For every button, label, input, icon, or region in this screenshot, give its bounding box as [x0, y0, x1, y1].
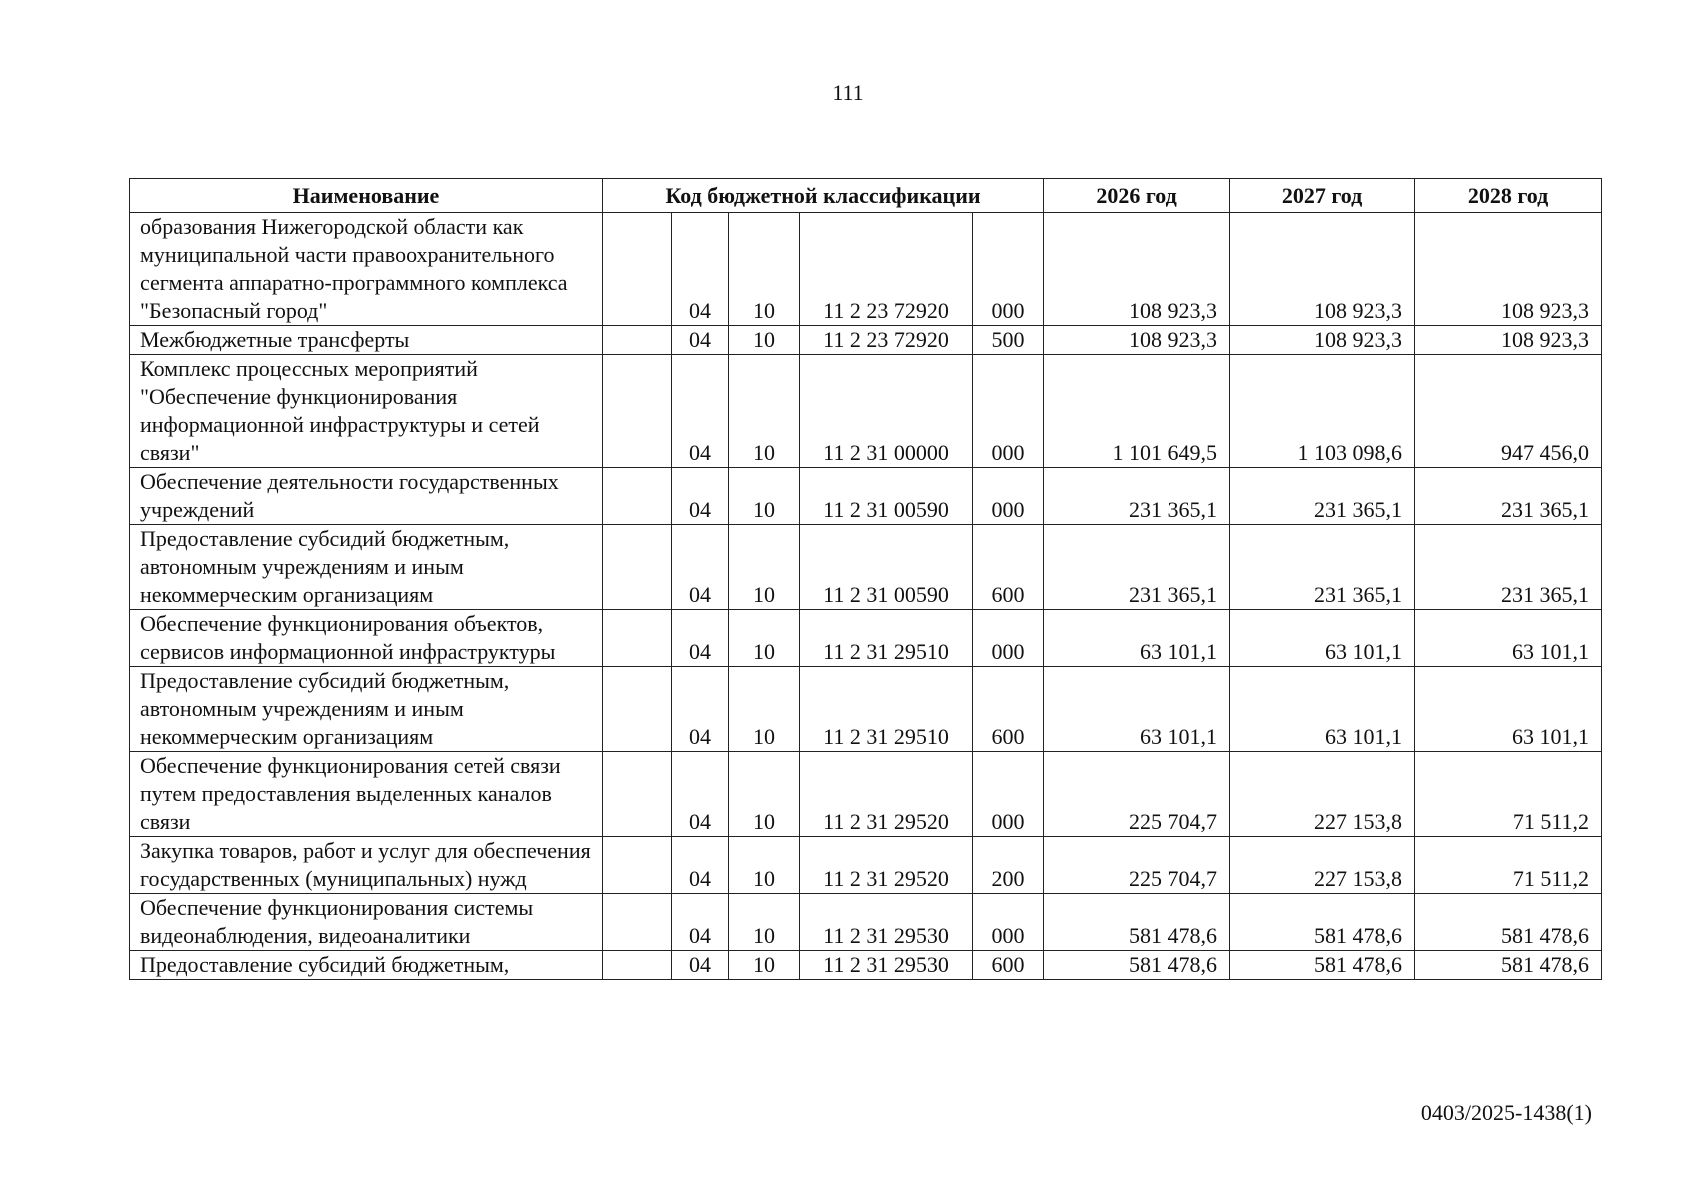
row-value-2026: 108 923,3: [1044, 213, 1230, 326]
row-code-target: 11 2 31 29520: [800, 752, 973, 837]
row-name: Обеспечение функционирования системы видеонаблюдения, видеоаналитики: [130, 894, 603, 951]
row-value-2028: 63 101,1: [1415, 610, 1602, 667]
table-row: [130, 667, 1602, 752]
row-code-target: 11 2 31 29510: [800, 667, 973, 752]
row-code-target: 11 2 31 29530: [800, 894, 973, 951]
row-empty-cell: [603, 468, 672, 525]
row-code-section: 04: [672, 355, 729, 468]
table-row: [130, 525, 1602, 610]
row-value-2026: 231 365,1: [1044, 525, 1230, 610]
row-value-2026: 225 704,7: [1044, 752, 1230, 837]
row-value-2028: 947 456,0: [1415, 355, 1602, 468]
row-code-subsection: 10: [729, 213, 800, 326]
row-code-section: 04: [672, 610, 729, 667]
row-code-section: 04: [672, 326, 729, 355]
row-code-target: 11 2 23 72920: [800, 213, 973, 326]
row-name: Предоставление субсидий бюджетным, автономным учреждениям и иным некоммерческим организациям: [130, 667, 603, 752]
page-number: 111: [832, 80, 864, 105]
row-value-2027: 1 103 098,6: [1230, 355, 1415, 468]
row-empty-cell: [603, 610, 672, 667]
row-empty-cell: [603, 837, 672, 894]
row-value-2027: 231 365,1: [1230, 468, 1415, 525]
table-row: [130, 355, 1602, 468]
row-name: Обеспечение деятельности государственных учреждений: [130, 468, 603, 525]
row-value-2028: 63 101,1: [1415, 667, 1602, 752]
row-code-subsection: 10: [729, 326, 800, 355]
row-code-subsection: 10: [729, 752, 800, 837]
row-value-2028: 71 511,2: [1415, 752, 1602, 837]
row-value-2028: 231 365,1: [1415, 468, 1602, 525]
row-code-target: 11 2 23 72920: [800, 326, 973, 355]
table-row: [130, 468, 1602, 525]
row-code-section: 04: [672, 752, 729, 837]
row-value-2026: 581 478,6: [1044, 894, 1230, 951]
row-name: Обеспечение функционирования объектов, сервисов информационной инфраструктуры: [130, 610, 603, 667]
row-empty-cell: [603, 752, 672, 837]
row-code-section: 04: [672, 525, 729, 610]
row-value-2027: 581 478,6: [1230, 894, 1415, 951]
header-2028: 2028 год: [1415, 179, 1602, 213]
row-code-expense-type: 500: [973, 326, 1044, 355]
row-code-target: 11 2 31 29520: [800, 837, 973, 894]
row-code-subsection: 10: [729, 837, 800, 894]
row-code-expense-type: 000: [973, 355, 1044, 468]
row-empty-cell: [603, 525, 672, 610]
row-empty-cell: [603, 667, 672, 752]
row-code-expense-type: 000: [973, 610, 1044, 667]
row-value-2026: 1 101 649,5: [1044, 355, 1230, 468]
row-empty-cell: [603, 326, 672, 355]
row-code-section: 04: [672, 951, 729, 980]
row-value-2027: 231 365,1: [1230, 525, 1415, 610]
row-code-section: 04: [672, 837, 729, 894]
row-code-expense-type: 600: [973, 951, 1044, 980]
table-row: [130, 610, 1602, 667]
header-2027: 2027 год: [1230, 179, 1415, 213]
row-code-target: 11 2 31 00000: [800, 355, 973, 468]
row-value-2027: 63 101,1: [1230, 667, 1415, 752]
row-code-section: 04: [672, 894, 729, 951]
header-2026: 2026 год: [1044, 179, 1230, 213]
row-code-expense-type: 600: [973, 525, 1044, 610]
row-name: Предоставление субсидий бюджетным, автономным учреждениям и иным некоммерческим организациям: [130, 525, 603, 610]
row-code-subsection: 10: [729, 355, 800, 468]
row-value-2027: 63 101,1: [1230, 610, 1415, 667]
row-code-section: 04: [672, 213, 729, 326]
table-body: [130, 213, 1602, 980]
row-value-2028: 231 365,1: [1415, 525, 1602, 610]
row-value-2027: 227 153,8: [1230, 752, 1415, 837]
row-empty-cell: [603, 894, 672, 951]
row-value-2027: 227 153,8: [1230, 837, 1415, 894]
row-code-target: 11 2 31 29530: [800, 951, 973, 980]
row-name: Предоставление субсидий бюджетным,: [130, 951, 603, 980]
row-code-expense-type: 600: [973, 667, 1044, 752]
row-code-section: 04: [672, 468, 729, 525]
header-name: Наименование: [130, 179, 603, 213]
row-value-2027: 108 923,3: [1230, 213, 1415, 326]
budget-table: [129, 178, 1602, 980]
row-value-2026: 225 704,7: [1044, 837, 1230, 894]
row-code-subsection: 10: [729, 894, 800, 951]
row-value-2028: 581 478,6: [1415, 894, 1602, 951]
row-value-2027: 581 478,6: [1230, 951, 1415, 980]
row-code-expense-type: 000: [973, 752, 1044, 837]
row-name: Закупка товаров, работ и услуг для обеспечения государственных (муниципальных) нужд: [130, 837, 603, 894]
table-row: [130, 951, 1602, 980]
table-row: [130, 894, 1602, 951]
row-code-subsection: 10: [729, 468, 800, 525]
row-code-expense-type: 000: [973, 894, 1044, 951]
row-empty-cell: [603, 213, 672, 326]
row-code-section: 04: [672, 667, 729, 752]
row-value-2028: 71 511,2: [1415, 837, 1602, 894]
row-name: Обеспечение функционирования сетей связи путем предоставления выделенных каналов связи: [130, 752, 603, 837]
document-number: 0403/2025-1438(1): [1420, 1100, 1592, 1125]
table-row: [130, 752, 1602, 837]
row-value-2027: 108 923,3: [1230, 326, 1415, 355]
row-code-target: 11 2 31 00590: [800, 525, 973, 610]
row-code-target: 11 2 31 29510: [800, 610, 973, 667]
row-code-subsection: 10: [729, 667, 800, 752]
row-name: образования Нижегородской области как муниципальной части правоохранительного сегмента аппаратно-программного комплекса "Безопасный город": [130, 213, 603, 326]
row-value-2028: 581 478,6: [1415, 951, 1602, 980]
row-value-2026: 63 101,1: [1044, 610, 1230, 667]
row-code-subsection: 10: [729, 610, 800, 667]
row-value-2026: 231 365,1: [1044, 468, 1230, 525]
row-value-2026: 63 101,1: [1044, 667, 1230, 752]
table-row: [130, 837, 1602, 894]
row-value-2028: 108 923,3: [1415, 213, 1602, 326]
table-row: [130, 326, 1602, 355]
row-code-subsection: 10: [729, 525, 800, 610]
row-empty-cell: [603, 355, 672, 468]
table-header-row: [130, 179, 1602, 213]
row-value-2028: 108 923,3: [1415, 326, 1602, 355]
row-code-expense-type: 200: [973, 837, 1044, 894]
header-code: Код бюджетной классификации: [603, 179, 1044, 213]
row-name: Межбюджетные трансферты: [130, 326, 603, 355]
row-code-expense-type: 000: [973, 213, 1044, 326]
row-empty-cell: [603, 951, 672, 980]
row-code-target: 11 2 31 00590: [800, 468, 973, 525]
table-row: [130, 213, 1602, 326]
row-value-2026: 581 478,6: [1044, 951, 1230, 980]
row-code-expense-type: 000: [973, 468, 1044, 525]
row-value-2026: 108 923,3: [1044, 326, 1230, 355]
row-code-subsection: 10: [729, 951, 800, 980]
row-name: Комплекс процессных мероприятий "Обеспечение функционирования информационной инфраструктуры и сетей связи": [130, 355, 603, 468]
